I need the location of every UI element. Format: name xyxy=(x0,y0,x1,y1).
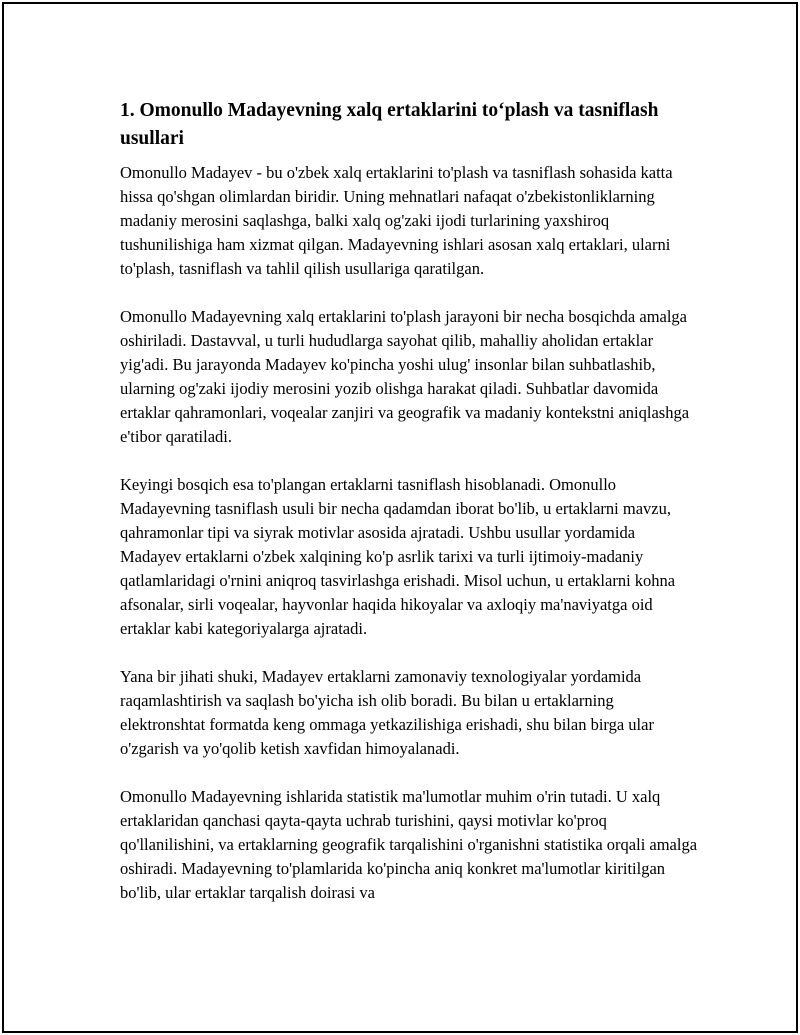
section-heading: 1. Omonullo Madayevning xalq ertaklarini to‘plash va tasniflash usullari xyxy=(120,100,659,149)
document-page xyxy=(2,2,798,1033)
paragraph-3: Keyingi bosqich esa to'plangan ertaklarni tasniflash hisoblanadi. Omonullo Madayevning tasniflash usuli bir necha qadamdan iborat bo'lib, u ertaklarni mavzu, qahramonlar tipi va siyrak motivlar asosida ajratadi. Ushbu usullar yordamida Madayev ertaklarni o'zbek xalqining ko'p asrlik tarixi va turli ijtimoiy-madaniy qatlamlaridagi o'rnini aniqroq tasvirlashga erishadi. Misol uchun, u ertaklarni kohna afsonalar, sirli voqealar, hayvonlar haqida hikoyalar va axloqiy ma'naviyatga oid ertaklar kabi kategoriyalarga ajratadi. xyxy=(120,475,676,638)
document-body xyxy=(120,97,700,929)
paragraph-4: Yana bir jihati shuki, Madayev ertaklarni zamonaviy texnologiyalar yordamida raqamlashtirish va saqlash bo'yicha ish olib boradi. Bu bilan u ertaklarning elektronshtat formatda keng ommaga yetkazilishiga erishadi, shu bilan birga ular o'zgarish va yo'qolib ketish xavfidan himoyalanadi. xyxy=(120,667,654,758)
paragraph-2: Omonullo Madayevning xalq ertaklarini to'plash jarayoni bir necha bosqichda amalga oshiriladi. Dastavval, u turli hududlarga sayohat qilib, mahalliy aholidan ertaklar yig'adi. Bu jarayonda Madayev ko'pincha yoshi ulug' insonlar bilan suhbatlashib, ularning og'zaki ijodiy merosini yozib olishga harakat qiladi. Suhbatlar davomida ertaklar qahramonlari, voqealar zanjiri va geografik va madaniy kontekstni aniqlashga e'tibor qaratiladi. xyxy=(120,307,690,446)
paragraph-1: Omonullo Madayev - bu o'zbek xalq ertaklarini to'plash va tasniflash sohasida katta hissa qo'shgan olimlardan biridir. Uning mehnatlari nafaqat o'zbekistonliklarning madaniy merosini saqlashga, balki xalq og'zaki ijodi turlarining yaxshiroq tushunilishiga ham xizmat qilgan. Madayevning ishlari asosan xalq ertaklari, ularni to'plash, tasniflash va tahlil qilish usullariga qaratilgan. xyxy=(120,163,673,278)
paragraph-5: Omonullo Madayevning ishlarida statistik ma'lumotlar muhim o'rin tutadi. U xalq ertaklaridan qanchasi qayta-qayta uchrab turishini, qaysi motivlar ko'proq qo'llanilishini, va ertaklarning geografik tarqalishini o'rganishni statistika orqali amalga oshiradi. Madayevning to'plamlarida ko'pincha aniq konkret ma'lumotlar kiritilgan bo'lib, ular ertaklar tarqalish doirasi va xyxy=(120,787,698,902)
